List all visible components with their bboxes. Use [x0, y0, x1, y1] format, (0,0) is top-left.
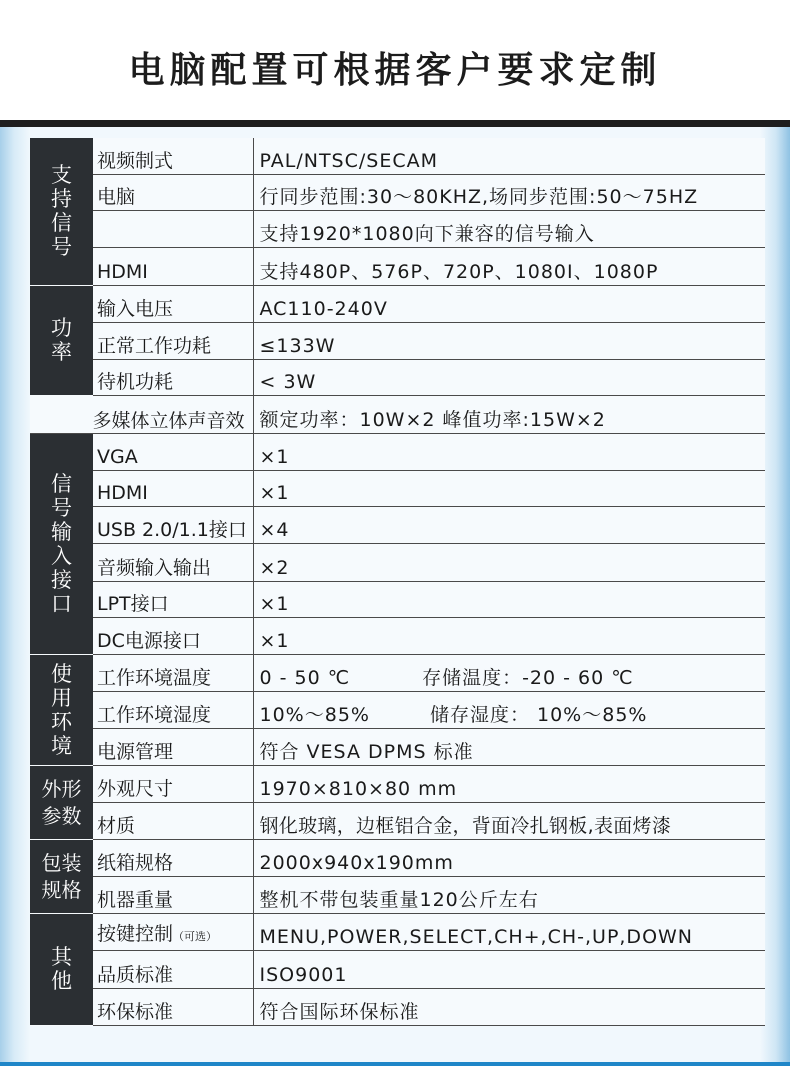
spec-value: AC110-240V: [253, 285, 765, 322]
spec-label: 工作环境温度: [93, 655, 253, 692]
spec-value: ×1: [253, 470, 765, 506]
spec-value: 支持480P、576P、720P、1080I、1080P: [253, 248, 765, 285]
table-row: [30, 728, 765, 765]
spec-value: ×4: [253, 507, 765, 544]
spec-label: 电源管理: [93, 728, 253, 765]
spec-value: 额定功率：10W×2 峰值功率:15W×2: [253, 396, 765, 433]
spec-label: HDMI: [93, 248, 253, 285]
spec-label: 环保标准: [93, 988, 253, 1026]
table-row: [30, 544, 765, 581]
spec-value: 符合 VESA DPMS 标准: [253, 728, 765, 765]
table-row: [30, 285, 765, 322]
spec-value: 符合国际环保标准: [253, 988, 765, 1026]
table-row: [30, 138, 765, 174]
spec-value: 0 - 50 ℃ 存储温度：-20 - 60 ℃: [253, 655, 765, 692]
table-row: [30, 913, 765, 950]
table-row: [30, 765, 765, 802]
table-row: [30, 248, 765, 285]
spec-value: ×2: [253, 544, 765, 581]
table-row: [30, 692, 765, 728]
table-row: [30, 360, 765, 396]
spec-value: 钢化玻璃，边框铝合金，背面冷扎钢板,表面烤漆: [253, 803, 765, 840]
spec-label: 输入电压: [93, 285, 253, 322]
table-row: [30, 655, 765, 692]
page-title: 电脑配置可根据客户要求定制: [128, 50, 662, 91]
spec-value: 2000x940x190mm: [253, 840, 765, 876]
spec-value: ISO9001: [253, 951, 765, 988]
category-other: 其他: [30, 913, 93, 1025]
spec-label: DC电源接口: [93, 617, 253, 654]
table-row: [30, 174, 765, 210]
spec-label: 按键控制（可选）: [93, 913, 253, 950]
category-audio: 多媒体立体声音效: [30, 396, 253, 433]
spec-label: 材质: [93, 803, 253, 840]
page-header: [0, 0, 790, 120]
spec-table: [30, 138, 765, 1026]
spec-label: VGA: [93, 433, 253, 470]
optional-note: （可选）: [173, 930, 218, 944]
spec-value: 1970×810×80 mm: [253, 765, 765, 802]
table-row: [30, 988, 765, 1026]
category-packaging: 包装规格: [30, 840, 93, 914]
spec-value: PAL/NTSC/SECAM: [253, 138, 765, 174]
spec-value: 10%～85% 储存湿度： 10%～85%: [253, 692, 765, 728]
spec-label: 工作环境湿度: [93, 692, 253, 728]
table-row: [30, 951, 765, 988]
bottom-accent-bar: [0, 1062, 790, 1066]
spec-label: USB 2.0/1.1接口: [93, 507, 253, 544]
table-row: [30, 211, 765, 248]
category-appearance: 外形参数: [30, 765, 93, 840]
category-signal: 支持信号: [30, 138, 93, 285]
spec-label: 待机功耗: [93, 360, 253, 396]
spec-value: ×1: [253, 617, 765, 654]
category-power: 功率: [30, 285, 93, 396]
table-row: [30, 840, 765, 876]
spec-label: 电脑: [93, 174, 253, 210]
table-row: [30, 803, 765, 840]
spec-label: 正常工作功耗: [93, 322, 253, 359]
category-environment: 使用环境: [30, 655, 93, 766]
spec-label: 外观尺寸: [93, 765, 253, 802]
spec-label: 品质标准: [93, 951, 253, 988]
spec-value: < 3W: [253, 360, 765, 396]
spec-value: MENU,POWER,SELECT,CH+,CH-,UP,DOWN: [253, 913, 765, 950]
table-row: [30, 581, 765, 617]
spec-value: ×1: [253, 433, 765, 470]
table-row: [30, 507, 765, 544]
category-ports: 信号输入接口: [30, 433, 93, 655]
spec-value: 支持1920*1080向下兼容的信号输入: [253, 211, 765, 248]
spec-label: LPT接口: [93, 581, 253, 617]
table-row: [30, 876, 765, 913]
spec-label: 纸箱规格: [93, 840, 253, 876]
spec-label: [93, 211, 253, 248]
spec-value: ≤133W: [253, 322, 765, 359]
spec-label: 音频输入输出: [93, 544, 253, 581]
table-row: [30, 322, 765, 359]
spec-label: HDMI: [93, 470, 253, 506]
table-row: [30, 470, 765, 506]
spec-value: 行同步范围:30～80KHZ,场同步范围:50～75HZ: [253, 174, 765, 210]
spec-label: 机器重量: [93, 876, 253, 913]
table-row: [30, 433, 765, 470]
spec-label: 视频制式: [93, 138, 253, 174]
spec-value: 整机不带包装重量120公斤左右: [253, 876, 765, 913]
table-row: [30, 396, 765, 433]
spec-value: ×1: [253, 581, 765, 617]
table-row: [30, 617, 765, 654]
